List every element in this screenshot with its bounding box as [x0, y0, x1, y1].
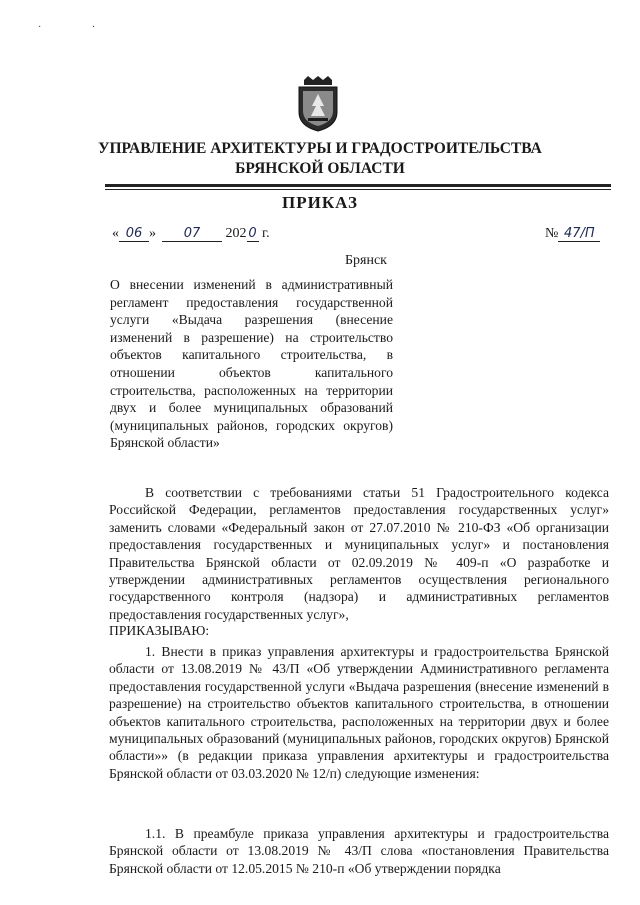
date-line	[112, 226, 270, 242]
date-open-quote: «	[112, 226, 119, 241]
paragraph-item-1-1	[109, 825, 609, 877]
date-year-digit: 0	[248, 226, 257, 241]
paragraph-text: 1.1. В преамбуле приказа управления архитектуры и градостроительства Брянской области от 13.08.2019 № 43/П слова «постановления Правительства Брянской области от 12.05.2015 № 210-п «Об утверждении порядка	[109, 826, 609, 876]
coat-of-arms-icon	[296, 76, 340, 132]
document-subject: О внесении изменений в административный регламент предоставления государственной услуги «Выдача разрешения (внесение изменений в разрешение) на строительство объектов капитального строительства, в отношении объектов капитального строительства, расположенных на территории двух и более муниципальных образований (муниципальных районов, городских округов) Брянской области»	[110, 277, 393, 451]
number-value: 47/П	[558, 226, 600, 242]
header-rule-thin	[105, 189, 611, 190]
paragraph-item-1	[109, 643, 609, 782]
header-rule-thick	[105, 184, 611, 187]
organization-name-line1: УПРАВЛЕНИЕ АРХИТЕКТУРЫ И ГРАДОСТРОИТЕЛЬСТВА	[98, 140, 542, 157]
date-day: 06	[119, 226, 149, 242]
date-close-quote: »	[149, 226, 156, 241]
document-number	[545, 226, 600, 242]
paragraph-text: В соответствии с требованиями статьи 51 Градостроительного кодекса Российской Федерации, регламентов предоставления государственных услуг» заменить словами «Федеральный закон от 27.07.2010 № 210-ФЗ «Об организации предоставления государственных и муниципальных услуг» и постановления Правительства Брянской области от 02.09.2019 № 409-п «О разработке и утверждении административных регламентов осуществления регионального государственного контроля (надзора) и административных регламентов предоставления государственных услуг»,	[109, 485, 609, 622]
date-year-prefix: 202	[225, 226, 247, 241]
order-word: ПРИКАЗЫВАЮ:	[109, 623, 210, 638]
organization-name-line2: БРЯНСКОЙ ОБЛАСТИ	[235, 160, 405, 177]
scan-specks: · ·	[38, 22, 120, 33]
city-name: Брянск	[345, 253, 387, 268]
date-month: 07	[162, 226, 222, 242]
number-prefix: №	[545, 226, 559, 241]
paragraph-text: 1. Внести в приказ управления архитектуры и градостроительства Брянской области от 13.08.2019 № 43/П «Об утверждении Административного регламента предоставления государственной услуги «Выдача разрешения (внесение изменений в разрешение) на строительство объектов капитального строительства, в отношении объектов капитального строительства, расположенных на территории двух и более муниципальных образований (муниципальных районов, городских округов) Брянской области»» (в редакции приказа управления архитектуры и градостроительства Брянской области от 03.03.2020 № 12/п) следующие изменения:	[109, 644, 609, 781]
document-title: ПРИКАЗ	[282, 193, 358, 212]
date-year-suffix: г.	[262, 226, 270, 241]
paragraph-preamble	[109, 484, 609, 623]
